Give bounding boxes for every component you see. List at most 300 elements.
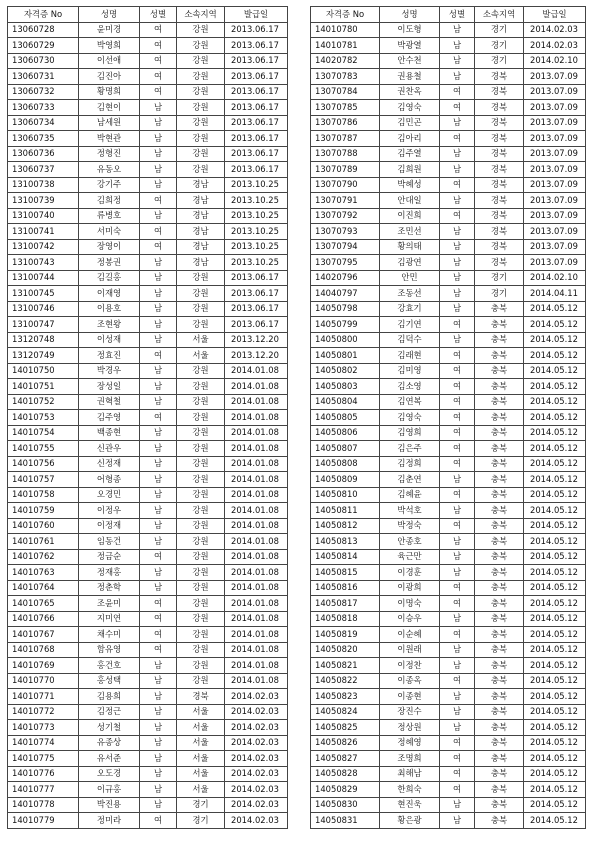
header-cert-no: 자격증 No [8,7,79,23]
table-row [311,224,586,240]
table-row [311,782,586,798]
cert-no-cell: 14020796 [311,270,380,286]
name-cell: 김소영 [380,379,440,395]
table-row [8,286,288,302]
region-cell: 경북 [475,115,524,131]
name-cell: 김정희 [380,456,440,472]
gender-cell: 여 [440,673,475,689]
table-row [8,193,288,209]
table-row [8,22,288,38]
gender-cell: 남 [440,69,475,85]
gender-cell: 여 [440,100,475,116]
cert-no-cell: 13100743 [8,255,79,271]
name-cell: 이종옥 [380,673,440,689]
region-cell: 충북 [475,379,524,395]
cert-no-cell: 14010765 [8,596,79,612]
region-cell: 서울 [177,766,225,782]
gender-cell: 여 [440,735,475,751]
gender-cell: 여 [140,224,177,240]
region-cell: 경북 [475,255,524,271]
table-row [8,255,288,271]
name-cell: 오도경 [79,766,140,782]
issue-date-cell: 2013.06.17 [225,100,288,116]
certificate-table-left [7,6,288,829]
table-row [8,673,288,689]
cert-no-cell: 14050827 [311,751,380,767]
gender-cell: 남 [140,317,177,333]
cert-no-cell: 13100740 [8,208,79,224]
table-row [8,38,288,54]
table-row [8,518,288,534]
cert-no-cell: 14010773 [8,720,79,736]
header-region: 소속지역 [475,7,524,23]
name-cell: 박진용 [79,797,140,813]
cert-no-cell: 13060735 [8,131,79,147]
issue-date-cell: 2014.04.11 [524,286,586,302]
name-cell: 안수천 [380,53,440,69]
region-cell: 충북 [475,766,524,782]
name-cell: 정춘학 [79,580,140,596]
issue-date-cell: 2013.06.17 [225,22,288,38]
table-row [311,301,586,317]
cert-no-cell: 14010779 [8,813,79,829]
name-cell: 김미영 [380,363,440,379]
gender-cell: 여 [440,425,475,441]
issue-date-cell: 2014.05.12 [524,689,586,705]
name-cell: 김춘연 [380,472,440,488]
table-row [8,704,288,720]
region-cell: 충북 [475,642,524,658]
gender-cell: 남 [140,100,177,116]
name-cell: 이명숙 [380,596,440,612]
issue-date-cell: 2013.06.17 [225,131,288,147]
region-cell: 강원 [177,100,225,116]
issue-date-cell: 2013.07.09 [524,255,586,271]
region-cell: 충북 [475,363,524,379]
table-header-row [8,7,288,23]
gender-cell: 남 [140,456,177,472]
gender-cell: 여 [140,410,177,426]
cert-no-cell: 14010766 [8,611,79,627]
gender-cell: 여 [440,518,475,534]
table-row [8,487,288,503]
issue-date-cell: 2013.06.17 [225,38,288,54]
table-row [311,146,586,162]
name-cell: 유동오 [79,162,140,178]
gender-cell: 남 [140,286,177,302]
cert-no-cell: 14050820 [311,642,380,658]
region-cell: 강원 [177,503,225,519]
region-cell: 충북 [475,720,524,736]
table-row [311,239,586,255]
issue-date-cell: 2014.01.08 [225,658,288,674]
gender-cell: 남 [140,565,177,581]
gender-cell: 남 [140,503,177,519]
issue-date-cell: 2013.10.25 [225,177,288,193]
table-row [8,348,288,364]
issue-date-cell: 2013.10.25 [225,255,288,271]
name-cell: 권혁철 [79,394,140,410]
gender-cell: 남 [440,286,475,302]
table-row [311,735,586,751]
cert-no-cell: 13070791 [311,193,380,209]
name-cell: 이정우 [79,503,140,519]
name-cell: 김현이 [79,100,140,116]
name-cell: 강기주 [79,177,140,193]
issue-date-cell: 2014.05.12 [524,348,586,364]
gender-cell: 남 [140,115,177,131]
name-cell: 임동건 [79,534,140,550]
gender-cell: 여 [440,379,475,395]
table-row [8,394,288,410]
gender-cell: 여 [140,549,177,565]
table-row [8,472,288,488]
table-row [8,146,288,162]
name-cell: 김래현 [380,348,440,364]
name-cell: 홍건호 [79,658,140,674]
cert-no-cell: 14050816 [311,580,380,596]
table-row [311,565,586,581]
name-cell: 강효기 [380,301,440,317]
region-cell: 서울 [177,782,225,798]
cert-no-cell: 13070784 [311,84,380,100]
issue-date-cell: 2014.01.08 [225,518,288,534]
table-row [311,379,586,395]
cert-no-cell: 14050817 [311,596,380,612]
table-row [8,69,288,85]
name-cell: 정혜영 [380,735,440,751]
name-cell: 정효진 [79,348,140,364]
region-cell: 충북 [475,472,524,488]
table-row [311,177,586,193]
issue-date-cell: 2013.07.09 [524,146,586,162]
gender-cell: 여 [440,627,475,643]
cert-no-cell: 13070787 [311,131,380,147]
cert-no-cell: 14010759 [8,503,79,519]
cert-no-cell: 14050822 [311,673,380,689]
name-cell: 정형진 [79,146,140,162]
issue-date-cell: 2013.06.17 [225,53,288,69]
name-cell: 권용철 [380,69,440,85]
gender-cell: 남 [440,115,475,131]
table-row [8,797,288,813]
issue-date-cell: 2014.01.08 [225,503,288,519]
name-cell: 성기철 [79,720,140,736]
gender-cell: 여 [140,84,177,100]
name-cell: 조동선 [380,286,440,302]
issue-date-cell: 2014.05.12 [524,565,586,581]
issue-date-cell: 2013.06.17 [225,301,288,317]
gender-cell: 남 [140,270,177,286]
region-cell: 강원 [177,658,225,674]
gender-cell: 남 [440,224,475,240]
gender-cell: 남 [140,441,177,457]
table-row [8,441,288,457]
table-row [8,611,288,627]
region-cell: 충북 [475,611,524,627]
cert-no-cell: 14050799 [311,317,380,333]
gender-cell: 남 [140,131,177,147]
region-cell: 충북 [475,797,524,813]
name-cell: 황의태 [380,239,440,255]
issue-date-cell: 2014.01.08 [225,472,288,488]
name-cell: 조윤미 [79,596,140,612]
name-cell: 김희원 [380,162,440,178]
issue-date-cell: 2013.06.17 [225,317,288,333]
name-cell: 이도형 [380,22,440,38]
cert-no-cell: 14050826 [311,735,380,751]
name-cell: 육근만 [380,549,440,565]
cert-no-cell: 14050806 [311,425,380,441]
gender-cell: 남 [140,658,177,674]
region-cell: 경남 [177,255,225,271]
name-cell: 홍성택 [79,673,140,689]
table-row [8,766,288,782]
region-cell: 충북 [475,518,524,534]
issue-date-cell: 2013.07.09 [524,239,586,255]
region-cell: 경기 [475,286,524,302]
region-cell: 강원 [177,472,225,488]
table-row [311,193,586,209]
cert-no-cell: 13070790 [311,177,380,193]
header-name: 성명 [79,7,140,23]
table-row [8,689,288,705]
issue-date-cell: 2013.06.17 [225,162,288,178]
name-cell: 김덕수 [380,332,440,348]
cert-no-cell: 13070792 [311,208,380,224]
gender-cell: 남 [440,642,475,658]
table-row [311,53,586,69]
gender-cell: 여 [440,177,475,193]
issue-date-cell: 2014.05.12 [524,735,586,751]
name-cell: 신관우 [79,441,140,457]
cert-no-cell: 14050821 [311,658,380,674]
region-cell: 강원 [177,84,225,100]
name-cell: 이순혜 [380,627,440,643]
name-cell: 오경민 [79,487,140,503]
gender-cell: 남 [440,689,475,705]
table-row [8,782,288,798]
name-cell: 박혜성 [380,177,440,193]
issue-date-cell: 2014.05.12 [524,627,586,643]
table-row [311,255,586,271]
issue-date-cell: 2014.01.08 [225,596,288,612]
cert-no-cell: 13070786 [311,115,380,131]
region-cell: 경북 [475,208,524,224]
region-cell: 경북 [475,100,524,116]
cert-no-cell: 14050798 [311,301,380,317]
region-cell: 강원 [177,441,225,457]
region-cell: 강원 [177,487,225,503]
cert-no-cell: 14010772 [8,704,79,720]
cert-no-cell: 14050801 [311,348,380,364]
table-row [8,224,288,240]
gender-cell: 남 [440,301,475,317]
issue-date-cell: 2014.05.12 [524,332,586,348]
gender-cell: 여 [140,642,177,658]
region-cell: 강원 [177,69,225,85]
table-row [8,131,288,147]
cert-no-cell: 14050809 [311,472,380,488]
region-cell: 충북 [475,549,524,565]
name-cell: 박광열 [380,38,440,54]
table-row [311,611,586,627]
header-issue-date: 발급일 [225,7,288,23]
table-row [311,720,586,736]
table-row [8,642,288,658]
table-row [311,425,586,441]
table-row [311,332,586,348]
issue-date-cell: 2014.05.12 [524,487,586,503]
header-gender: 성별 [440,7,475,23]
cert-no-cell: 13070788 [311,146,380,162]
issue-date-cell: 2014.01.08 [225,642,288,658]
region-cell: 강원 [177,456,225,472]
issue-date-cell: 2013.06.17 [225,69,288,85]
issue-date-cell: 2014.02.03 [225,689,288,705]
region-cell: 서울 [177,720,225,736]
issue-date-cell: 2014.05.12 [524,751,586,767]
issue-date-cell: 2014.05.12 [524,797,586,813]
cert-no-cell: 13100747 [8,317,79,333]
issue-date-cell: 2013.06.17 [225,286,288,302]
issue-date-cell: 2013.07.09 [524,224,586,240]
cert-no-cell: 14050815 [311,565,380,581]
table-row [8,596,288,612]
name-cell: 김연복 [380,394,440,410]
name-cell: 장성일 [79,379,140,395]
gender-cell: 남 [140,146,177,162]
name-cell: 서미숙 [79,224,140,240]
gender-cell: 남 [140,689,177,705]
region-cell: 충북 [475,627,524,643]
name-cell: 이성재 [79,332,140,348]
name-cell: 이정찬 [380,658,440,674]
issue-date-cell: 2013.10.25 [225,239,288,255]
issue-date-cell: 2014.01.08 [225,627,288,643]
table-row [8,332,288,348]
table-row [8,658,288,674]
region-cell: 서울 [177,704,225,720]
gender-cell: 여 [140,348,177,364]
issue-date-cell: 2014.05.12 [524,766,586,782]
table-row [8,425,288,441]
gender-cell: 남 [440,472,475,488]
issue-date-cell: 2013.07.09 [524,84,586,100]
gender-cell: 남 [140,797,177,813]
cert-no-cell: 13060733 [8,100,79,116]
name-cell: 지미연 [79,611,140,627]
name-cell: 박정숙 [380,518,440,534]
table-row [8,456,288,472]
region-cell: 충북 [475,425,524,441]
gender-cell: 여 [140,239,177,255]
cert-no-cell: 13060728 [8,22,79,38]
gender-cell: 여 [440,394,475,410]
region-cell: 강원 [177,53,225,69]
cert-no-cell: 14010751 [8,379,79,395]
name-cell: 정재홍 [79,565,140,581]
name-cell: 김주열 [380,146,440,162]
issue-date-cell: 2014.01.08 [225,363,288,379]
cert-no-cell: 13120748 [8,332,79,348]
table-row [311,69,586,85]
table-row [311,766,586,782]
gender-cell: 여 [140,38,177,54]
table-row [311,84,586,100]
region-cell: 강원 [177,317,225,333]
name-cell: 김주영 [79,410,140,426]
cert-no-cell: 14010753 [8,410,79,426]
table-row [311,22,586,38]
cert-no-cell: 13100746 [8,301,79,317]
cert-no-cell: 14050819 [311,627,380,643]
region-cell: 충북 [475,301,524,317]
region-cell: 강원 [177,115,225,131]
gender-cell: 남 [440,193,475,209]
table-row [311,549,586,565]
gender-cell: 남 [140,379,177,395]
issue-date-cell: 2014.01.08 [225,565,288,581]
cert-no-cell: 14010774 [8,735,79,751]
issue-date-cell: 2014.01.08 [225,534,288,550]
table-row [311,410,586,426]
issue-date-cell: 2014.02.03 [524,22,586,38]
gender-cell: 여 [440,456,475,472]
name-cell: 김영희 [380,425,440,441]
issue-date-cell: 2014.05.12 [524,534,586,550]
name-cell: 이재영 [79,286,140,302]
cert-no-cell: 13060729 [8,38,79,54]
gender-cell: 남 [440,534,475,550]
issue-date-cell: 2013.10.25 [225,224,288,240]
issue-date-cell: 2014.01.08 [225,441,288,457]
name-cell: 장영이 [79,239,140,255]
issue-date-cell: 2014.05.12 [524,503,586,519]
cert-no-cell: 13060732 [8,84,79,100]
table-row [311,286,586,302]
region-cell: 경남 [177,177,225,193]
cert-no-cell: 13060737 [8,162,79,178]
table-row [311,270,586,286]
region-cell: 강원 [177,611,225,627]
name-cell: 정금순 [79,549,140,565]
cert-no-cell: 14010781 [311,38,380,54]
issue-date-cell: 2014.05.12 [524,441,586,457]
issue-date-cell: 2013.06.17 [225,84,288,100]
cert-no-cell: 14050814 [311,549,380,565]
cert-no-cell: 14010777 [8,782,79,798]
issue-date-cell: 2014.02.10 [524,270,586,286]
region-cell: 경남 [177,239,225,255]
issue-date-cell: 2014.05.12 [524,580,586,596]
table-row [311,317,586,333]
region-cell: 경북 [177,689,225,705]
table-row [8,363,288,379]
region-cell: 강원 [177,394,225,410]
issue-date-cell: 2013.07.09 [524,131,586,147]
cert-no-cell: 14010767 [8,627,79,643]
table-row [8,503,288,519]
gender-cell: 남 [440,332,475,348]
gender-cell: 여 [140,813,177,829]
cert-no-cell: 14010764 [8,580,79,596]
gender-cell: 여 [140,69,177,85]
name-cell: 안대일 [380,193,440,209]
cert-no-cell: 14050830 [311,797,380,813]
issue-date-cell: 2013.06.17 [225,270,288,286]
issue-date-cell: 2013.07.09 [524,193,586,209]
